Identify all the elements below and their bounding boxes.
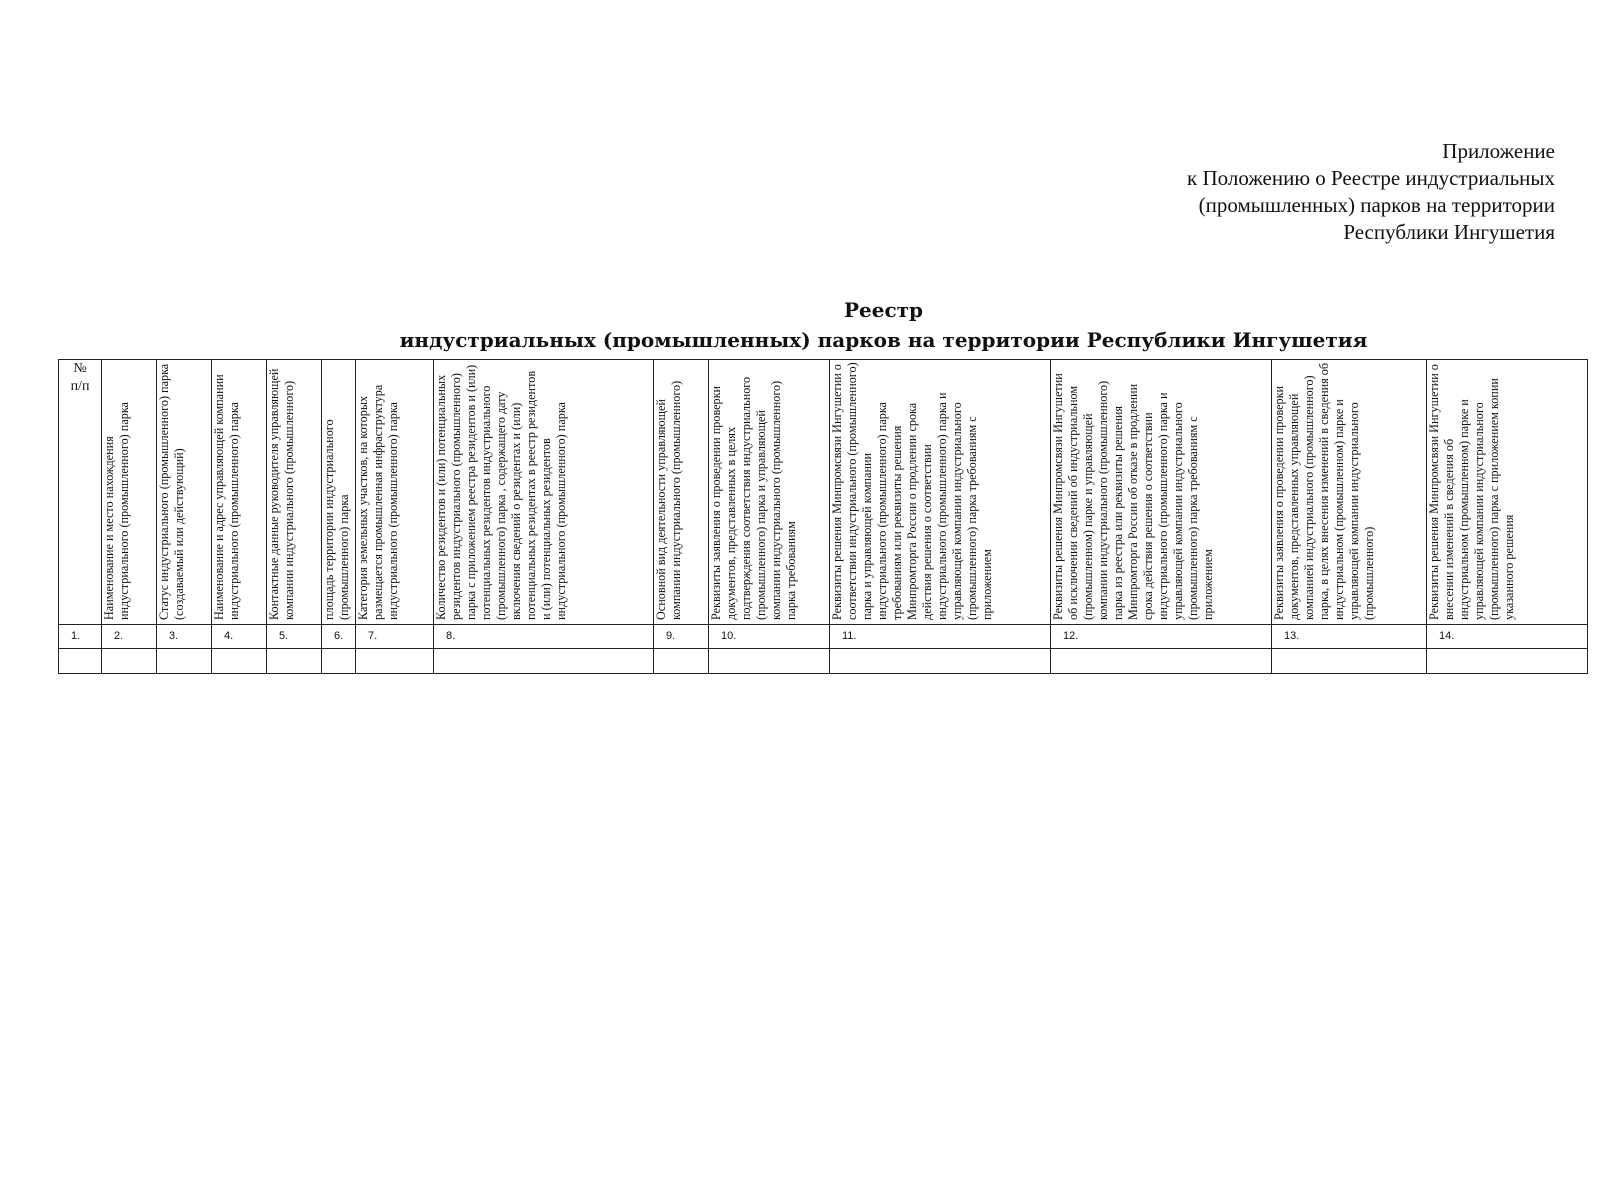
header-cell (1272, 360, 1427, 625)
empty-cell[interactable] (1272, 649, 1427, 674)
column-number: 3. (157, 625, 212, 649)
column-number: 14. (1427, 625, 1588, 649)
header-text: Реквизиты решения Минпромсвязи Ингушетии о внесении изменений в сведения об индустриальном (промышленном) парке и управляющей компании индустриального (промышленного) парка с приложением копии указанного решения (1427, 364, 1516, 620)
appendix-note (1035, 138, 1555, 246)
appendix-line: (промышленных) парков на территории (1198, 193, 1555, 217)
empty-cell[interactable] (434, 649, 654, 674)
empty-cell[interactable] (59, 649, 102, 674)
empty-cell[interactable] (709, 649, 830, 674)
column-number-row (59, 625, 1588, 649)
column-number: 10. (709, 625, 830, 649)
number-label: п/п (70, 379, 90, 394)
column-number: 12. (1051, 625, 1272, 649)
header-row (59, 360, 1588, 625)
appendix-line: Республики Ингушетия (1343, 220, 1555, 244)
empty-cell[interactable] (267, 649, 322, 674)
header-text: Количество резидентов и (или) потенциальных резидентов индустриального (промышленного) парка с приложением реестра резидентов и (или) потенциальных резидентов индустриального (промышленного) парка , содержащего дату включения сведений о резидентах и (или) потенциальных резидентах в реестр резидентов и (или) потенциальных резидентов индустриального (промышленного) парка (434, 364, 568, 620)
column-number: 4. (212, 625, 267, 649)
header-cell (434, 360, 654, 625)
column-number: 1. (59, 625, 102, 649)
empty-cell[interactable] (322, 649, 356, 674)
empty-cell[interactable] (1427, 649, 1588, 674)
header-text: Категория земельных участков, на которых размещается промышленная инфраструктура индустриального (промышленного) парка (356, 384, 400, 620)
appendix-line: к Положению о Реестре индустриальных (1187, 166, 1555, 190)
column-number: 8. (434, 625, 654, 649)
empty-cell[interactable] (356, 649, 434, 674)
header-cell (102, 360, 157, 625)
header-text: Наименование и место нахождения индустриального (промышленного) парка (102, 402, 131, 620)
header-cell (322, 360, 356, 625)
appendix-line: Приложение (1442, 139, 1555, 163)
registry-table (58, 359, 1588, 674)
header-text: Реквизиты решения Минпромсвязи Ингушетии об исключении сведений об индустриальном (промышленном) парке и управляющей компании индустриального (промышленного) парка из реестра или реквизиты решения Минпромторга России об отказе в продлении срока действия решения о соответствии индустриального (промышленного) парка и управляющей компании индустриального (промышленного) парка требованиям с приложением (1051, 373, 1215, 620)
header-cell (356, 360, 434, 625)
header-text: Наименование и адрес управляющей компании индустриального (промышленного) парка (212, 374, 241, 620)
header-cell (267, 360, 322, 625)
header-text: Основной вид деятельности управляющей компании индустриального (промышленного) (654, 380, 683, 620)
column-number: 5. (267, 625, 322, 649)
header-cell (212, 360, 267, 625)
empty-cell[interactable] (654, 649, 709, 674)
header-cell (1427, 360, 1588, 625)
header-text: Реквизиты заявления о проведении проверки документов, представленных в целях подтверждения соответствия индустриального (промышленного) парка и управляющей компании индустриального (промышленного) парка требованиям (709, 376, 798, 620)
header-cell (157, 360, 212, 625)
empty-cell[interactable] (1051, 649, 1272, 674)
header-cell (830, 360, 1051, 625)
header-cell (654, 360, 709, 625)
header-text: Статус индустриального (промышленного) парка (создаваемый или действующий) (157, 363, 186, 620)
empty-cell[interactable] (157, 649, 212, 674)
empty-cell[interactable] (830, 649, 1051, 674)
document-subtitle: индустриальных (промышленных) парков на территории Республики Ингушетия (399, 328, 1368, 352)
header-text: Контактные данные руководителя управляющей компании индустриального (промышленного) (267, 368, 296, 620)
empty-data-row (59, 649, 1588, 674)
number-sign: № (73, 361, 87, 376)
empty-cell[interactable] (212, 649, 267, 674)
column-number: 2. (102, 625, 157, 649)
column-number: 13. (1272, 625, 1427, 649)
empty-cell[interactable] (102, 649, 157, 674)
document-title: Реестр (843, 298, 924, 322)
header-cell (709, 360, 830, 625)
header-text: Реквизиты заявления о проведении проверки документов, представленных управляющей компанией индустриального (промышленного) парка, в целях внесения изменений в сведения об индустриальном (промышленном) парке и управляющей компании индустриального (промышленного) (1272, 362, 1376, 620)
header-cell (1051, 360, 1272, 625)
header-text: Реквизиты решения Минпромсвязи Ингушетии о соответствии индустриального (промышленного) парка и управляющей компании индустриального (промышленного) парка требованиям или реквизиты решения Минпромторга России о продлении срока действия решения о соответствии индустриального (промышленного) парка и управляющей компании индустриального (промышленного) парка требованиям с приложением (830, 362, 994, 620)
column-number: 9. (654, 625, 709, 649)
column-number: 7. (356, 625, 434, 649)
column-number: 6. (322, 625, 356, 649)
column-number: 11. (830, 625, 1051, 649)
header-text: площадь территории индустриального (промышленного) парка (322, 419, 351, 620)
header-cell-number (59, 360, 102, 625)
